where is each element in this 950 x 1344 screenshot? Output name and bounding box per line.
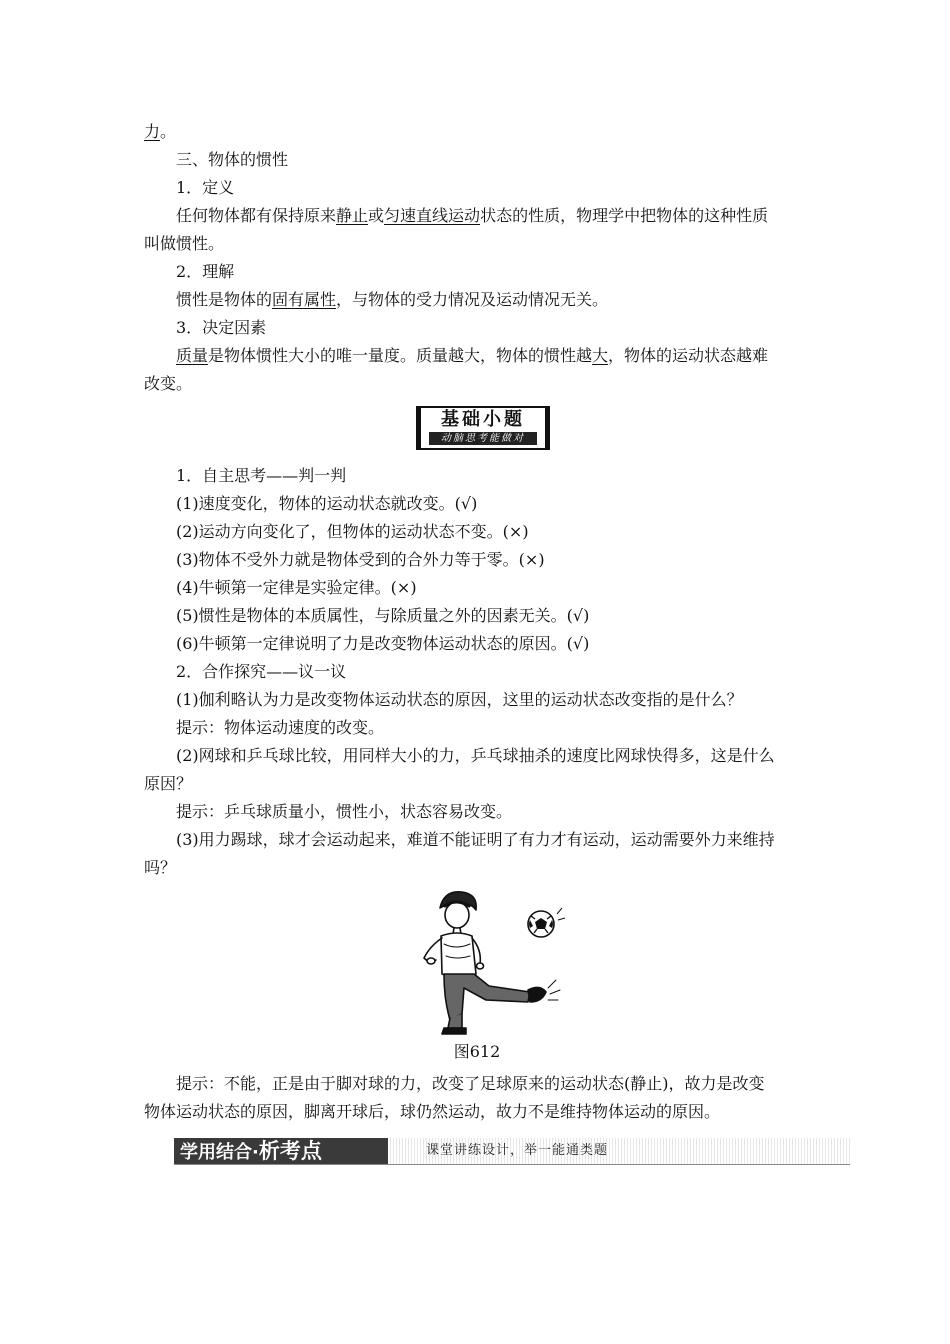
factors-text-cont: 改变。 [144, 374, 193, 393]
question-3: (3)用力踢球，球才会运动起来，难道不能证明了有力才有运动，运动需要外力来维持 [176, 830, 775, 849]
text: 是物体惯性大小的唯一量度。质量越大，物体的惯性越 [208, 346, 593, 365]
quiz-item: (4)牛顿第一定律是实验定律。(×) [176, 578, 417, 597]
top-fragment [144, 118, 810, 146]
text: 惯性是物体的 [176, 290, 273, 309]
question-2-cont: 原因？ [144, 774, 193, 793]
quiz-heading-2: 2．合作探究——议一议 [176, 662, 347, 681]
boy-kicking-ball-illustration [144, 888, 810, 1038]
banner-title [174, 1138, 388, 1164]
text: 或 [368, 206, 385, 225]
soccer-ball-icon [528, 908, 565, 937]
underlined-term: 静止 [336, 206, 369, 225]
quiz-item: (2)运动方向变化了，但物体的运动状态不变。(×) [176, 522, 529, 541]
hint-3: 提示：不能，正是由于脚对球的力，改变了足球原来的运动状态(静止)，故力是改变 [176, 1074, 765, 1093]
banner-title-b: 析考点 [258, 1139, 322, 1163]
definition-text-cont: 叫做惯性。 [144, 234, 225, 253]
badge-title: 基础小题 [441, 409, 525, 430]
subheading-factors: 3．决定因素 [176, 318, 267, 337]
text: 任何物体都有保持原来 [176, 206, 337, 225]
quiz-heading-1: 1．自主思考——判一判 [176, 466, 347, 485]
badge-box [417, 406, 549, 450]
underlined-term: 匀速直线运动 [384, 206, 481, 225]
section-badge [144, 406, 810, 452]
definition-text [144, 202, 810, 230]
hint-3-cont: 物体运动状态的原因，脚离开球后，球仍然运动，故力不是维持物体运动的原因。 [144, 1102, 721, 1121]
hint-1: 提示：物体运动速度的改变。 [176, 718, 385, 737]
figure-caption: 图612 [453, 1042, 501, 1061]
badge-subtitle: 动脑思考能做对 [429, 432, 537, 445]
section-banner [174, 1138, 850, 1165]
understanding-text [144, 286, 810, 314]
question-2: (2)网球和乒乓球比较，用同样大小的力，乒乓球抽杀的速度比网球快得多，这是什么 [176, 746, 775, 765]
underlined-term: 力 [144, 122, 161, 141]
question-3-cont: 吗？ [144, 858, 177, 877]
underlined-term: 大 [592, 346, 609, 365]
section-heading: 三、物体的惯性 [176, 150, 289, 169]
text: ，与物体的受力情况及运动情况无关。 [336, 290, 609, 309]
text: 状态的性质，物理学中把物体的这种性质 [480, 206, 769, 225]
quiz-item: (5)惯性是物体的本质属性，与除质量之外的因素无关。(√) [176, 606, 590, 625]
quiz-item: (6)牛顿第一定律说明了力是改变物体运动状态的原因。(√) [176, 634, 590, 653]
document-body [144, 118, 810, 1126]
banner-title-a: 学用结合· [180, 1142, 259, 1163]
hint-2: 提示：乒乓球质量小，惯性小，状态容易改变。 [176, 802, 513, 821]
underlined-term: 质量 [176, 346, 209, 365]
underlined-term: 固有属性 [272, 290, 337, 309]
text: ，物体的运动状态越难 [608, 346, 769, 365]
text: 。 [160, 122, 177, 141]
factors-text [144, 342, 810, 370]
subheading-understanding: 2．理解 [176, 262, 235, 281]
figure-boy-kicking-ball [144, 888, 810, 1038]
quiz-item: (1)速度变化，物体的运动状态就改变。(√) [176, 494, 478, 513]
quiz-item: (3)物体不受外力就是物体受到的合外力等于零。(×) [176, 550, 545, 569]
subheading-definition: 1．定义 [176, 178, 235, 197]
question-1: (1)伽利略认为力是改变物体运动状态的原因，这里的运动状态改变指的是什么？ [176, 690, 743, 709]
banner-subtitle: 课堂讲练设计，举一能通类题 [426, 1143, 609, 1158]
